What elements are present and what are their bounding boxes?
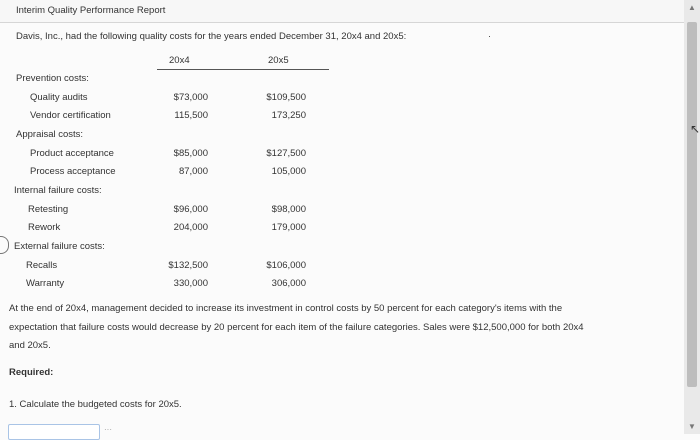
row-value-20x4: $73,000 bbox=[173, 92, 208, 103]
answer-input[interactable] bbox=[8, 424, 100, 440]
row-value-20x4: 115,500 bbox=[174, 110, 208, 121]
paragraph-line: and 20x5. bbox=[9, 340, 51, 351]
scrollbar-thumb[interactable] bbox=[687, 22, 697, 387]
row-value-20x4: $96,000 bbox=[173, 204, 208, 215]
mouse-cursor-icon: ↖ bbox=[690, 122, 700, 136]
required-heading: Required: bbox=[9, 367, 54, 378]
question-text: 1. Calculate the budgeted costs for 20x5. bbox=[9, 399, 182, 410]
row-label: Retesting bbox=[28, 204, 69, 215]
row-value-20x4: $85,000 bbox=[173, 148, 208, 159]
row-label: Warranty bbox=[26, 278, 65, 289]
row-label: Recalls bbox=[26, 260, 58, 271]
column-header-20x4: 20x4 bbox=[169, 55, 190, 66]
more-dots-icon: ··· bbox=[104, 425, 112, 434]
row-value-20x4: 330,000 bbox=[173, 278, 208, 289]
column-header-20x5: 20x5 bbox=[268, 55, 289, 66]
section-label-appraisal: Appraisal costs: bbox=[16, 129, 84, 140]
row-label: Quality audits bbox=[30, 92, 88, 103]
row-value-20x4: $132,500 bbox=[168, 260, 208, 271]
dot-marker: · bbox=[488, 31, 491, 41]
header-rule bbox=[157, 69, 329, 70]
row-value-20x5: 306,000 bbox=[271, 278, 306, 289]
scroll-up-icon[interactable]: ▲ bbox=[688, 3, 696, 12]
page-title: Interim Quality Performance Report bbox=[16, 5, 166, 16]
row-label: Rework bbox=[28, 222, 61, 233]
row-value-20x5: $98,000 bbox=[271, 204, 306, 215]
row-value-20x5: 105,000 bbox=[271, 166, 306, 177]
section-label-external-failure: External failure costs: bbox=[14, 241, 105, 252]
row-value-20x5: $109,500 bbox=[266, 92, 306, 103]
left-bracket-marker bbox=[0, 236, 9, 254]
row-value-20x4: 87,000 bbox=[178, 166, 208, 177]
row-value-20x5: $127,500 bbox=[266, 148, 306, 159]
paragraph-line: expectation that failure costs would decrease by 20 percent for each item of the failure categories. Sales were $12,500,000 for both 20x4 bbox=[9, 322, 584, 333]
section-label-internal-failure: Internal failure costs: bbox=[14, 185, 102, 196]
scroll-down-icon[interactable]: ▼ bbox=[688, 422, 696, 431]
row-value-20x5: 173,250 bbox=[271, 110, 306, 121]
row-label: Product acceptance bbox=[30, 148, 114, 159]
intro-text: Davis, Inc., had the following quality costs for the years ended December 31, 20x4 and 20x5: bbox=[16, 31, 407, 42]
row-value-20x5: $106,000 bbox=[266, 260, 306, 271]
section-label-prevention: Prevention costs: bbox=[16, 73, 89, 84]
row-label: Vendor certification bbox=[30, 110, 111, 121]
row-label: Process acceptance bbox=[30, 166, 116, 177]
row-value-20x5: 179,000 bbox=[271, 222, 306, 233]
row-value-20x4: 204,000 bbox=[173, 222, 208, 233]
paragraph-line: At the end of 20x4, management decided to increase its investment in control costs by 50 percent for each category's items with the bbox=[9, 303, 563, 314]
